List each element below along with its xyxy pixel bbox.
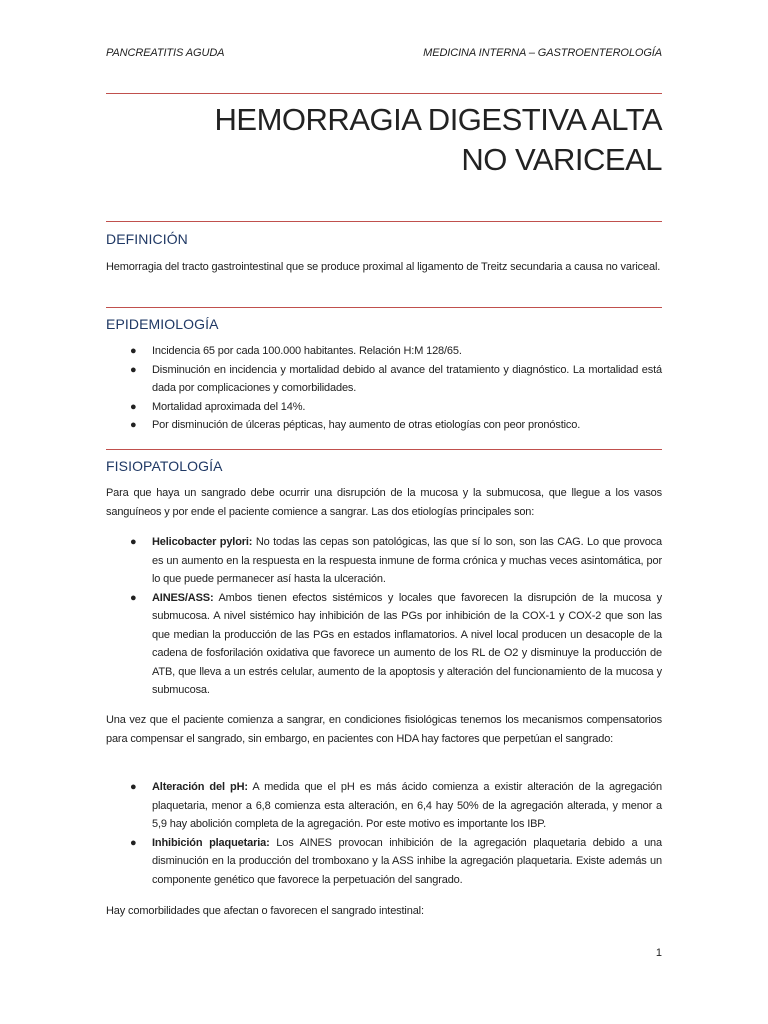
bullet-icon: ● xyxy=(130,591,137,604)
section-heading-epidemiologia: EPIDEMIOLOGÍA xyxy=(106,316,219,332)
etiologia-term: AINES/ASS: xyxy=(152,591,214,604)
page-title-line-1: HEMORRAGIA DIGESTIVA ALTA xyxy=(214,102,662,137)
list-item: ● Incidencia 65 por cada 100.000 habitantes. Relación H:M 128/65. xyxy=(106,342,662,361)
list-item: ● AINES/ASS: Ambos tienen efectos sistémicos y locales que favorecen la disrupción de la mucosa y submucosa. A nivel sistémico hay inhibición de las PGs por inhibición de la COX-1 y COX-2 que son las que median la producción de las PGs en estados inflamatorios. A nivel local producen un desacople de la cadena de fosforilación oxidativa que favorece un aumento de los RL de O2 y disminuye la producción de ATB, que lleva a un estrés celular, aumento de la apoptosis y alteración del funcionamiento de la mucosa y submucosa. xyxy=(106,589,662,700)
bullet-icon: ● xyxy=(130,400,137,413)
page-number: 1 xyxy=(655,947,662,959)
list-item: ● Disminución en incidencia y mortalidad debido al avance del tratamiento y diagnóstico. La mortalidad está dada por complicaciones y comorbilidades. xyxy=(106,361,662,398)
bullet-icon: ● xyxy=(130,836,137,849)
list-item: ● Inhibición plaquetaria: Los AINES provocan inhibición de la agregación plaquetaria debido a una disminución en la producción del tromboxano y la ASS inhibe la agregación plaquetaria. Existe además un componente genético que favorece la perpetuación del sangrado. xyxy=(106,834,662,890)
definicion-text: Hemorragia del tracto gastrointestinal que se produce proximal al ligamento de Treitz secundaria a causa no variceal. xyxy=(106,261,661,273)
running-header-right: MEDICINA INTERNA – GASTROENTEROLOGÍA xyxy=(423,47,662,59)
list-item: ● Por disminución de úlceras pépticas, hay aumento de otras etiologías con peor pronóstico. xyxy=(106,416,662,435)
list-item: ● Helicobacter pylori: No todas las cepas son patológicas, las que sí lo son, son las CAG. Lo que provoca es un aumento en la respuesta en la respuesta inmune de forma crónica y muchas veces asintomática, por lo que puede permanecer así hasta la ulceración. xyxy=(106,533,662,589)
divider-top xyxy=(106,93,662,94)
epidemiologia-list xyxy=(106,342,662,435)
running-header-left: PANCREATITIS AGUDA xyxy=(106,47,225,59)
factor-term: Alteración del pH: xyxy=(152,781,248,793)
list-item: ● Alteración del pH: A medida que el pH es más ácido comienza a existir alteración de la agregación plaquetaria, menor a 6,8 comienza esta alteración, en 6,4 hay 50% de la agregación alterada, y menor a 5,9 hay abolición completa de la agregación. Por este motivo es importante los IBP. xyxy=(106,778,662,834)
etiologias-list xyxy=(106,533,662,700)
divider-fisiopatologia xyxy=(106,449,662,450)
divider-definicion xyxy=(106,221,662,222)
bullet-icon: ● xyxy=(130,363,137,376)
etiologia-term: Helicobacter pylori: xyxy=(152,536,253,548)
bullet-icon: ● xyxy=(130,419,137,431)
divider-epidemiologia xyxy=(106,307,662,308)
list-item: ● Mortalidad aproximada del 14%. xyxy=(106,398,662,417)
page-title-line-2: NO VARICEAL xyxy=(461,142,662,177)
bullet-icon: ● xyxy=(130,345,137,357)
section-heading-definicion: DEFINICIÓN xyxy=(106,231,188,247)
fisiopatologia-intro: Para que haya un sangrado debe ocurrir una disrupción de la mucosa y la submucosa, que llegue a los vasos sanguíneos y por ende el paciente comience a sangrar. Las dos etiologías principales son: xyxy=(106,487,662,518)
section-heading-fisiopatologia: FISIOPATOLOGÍA xyxy=(106,458,223,474)
factor-term: Inhibición plaquetaria: xyxy=(152,836,270,849)
page-title xyxy=(215,100,662,180)
bullet-icon: ● xyxy=(130,781,137,793)
comorbilidades-text: Hay comorbilidades que afectan o favorecen el sangrado intestinal: xyxy=(106,905,424,917)
bullet-icon: ● xyxy=(130,536,137,548)
factores-list xyxy=(106,778,662,889)
compensatorios-text: Una vez que el paciente comienza a sangrar, en condiciones fisiológicas tenemos los mecanismos compensatorios para compensar el sangrado, sin embargo, en pacientes con HDA hay factores que perpetúan el sangrado: xyxy=(106,714,662,745)
